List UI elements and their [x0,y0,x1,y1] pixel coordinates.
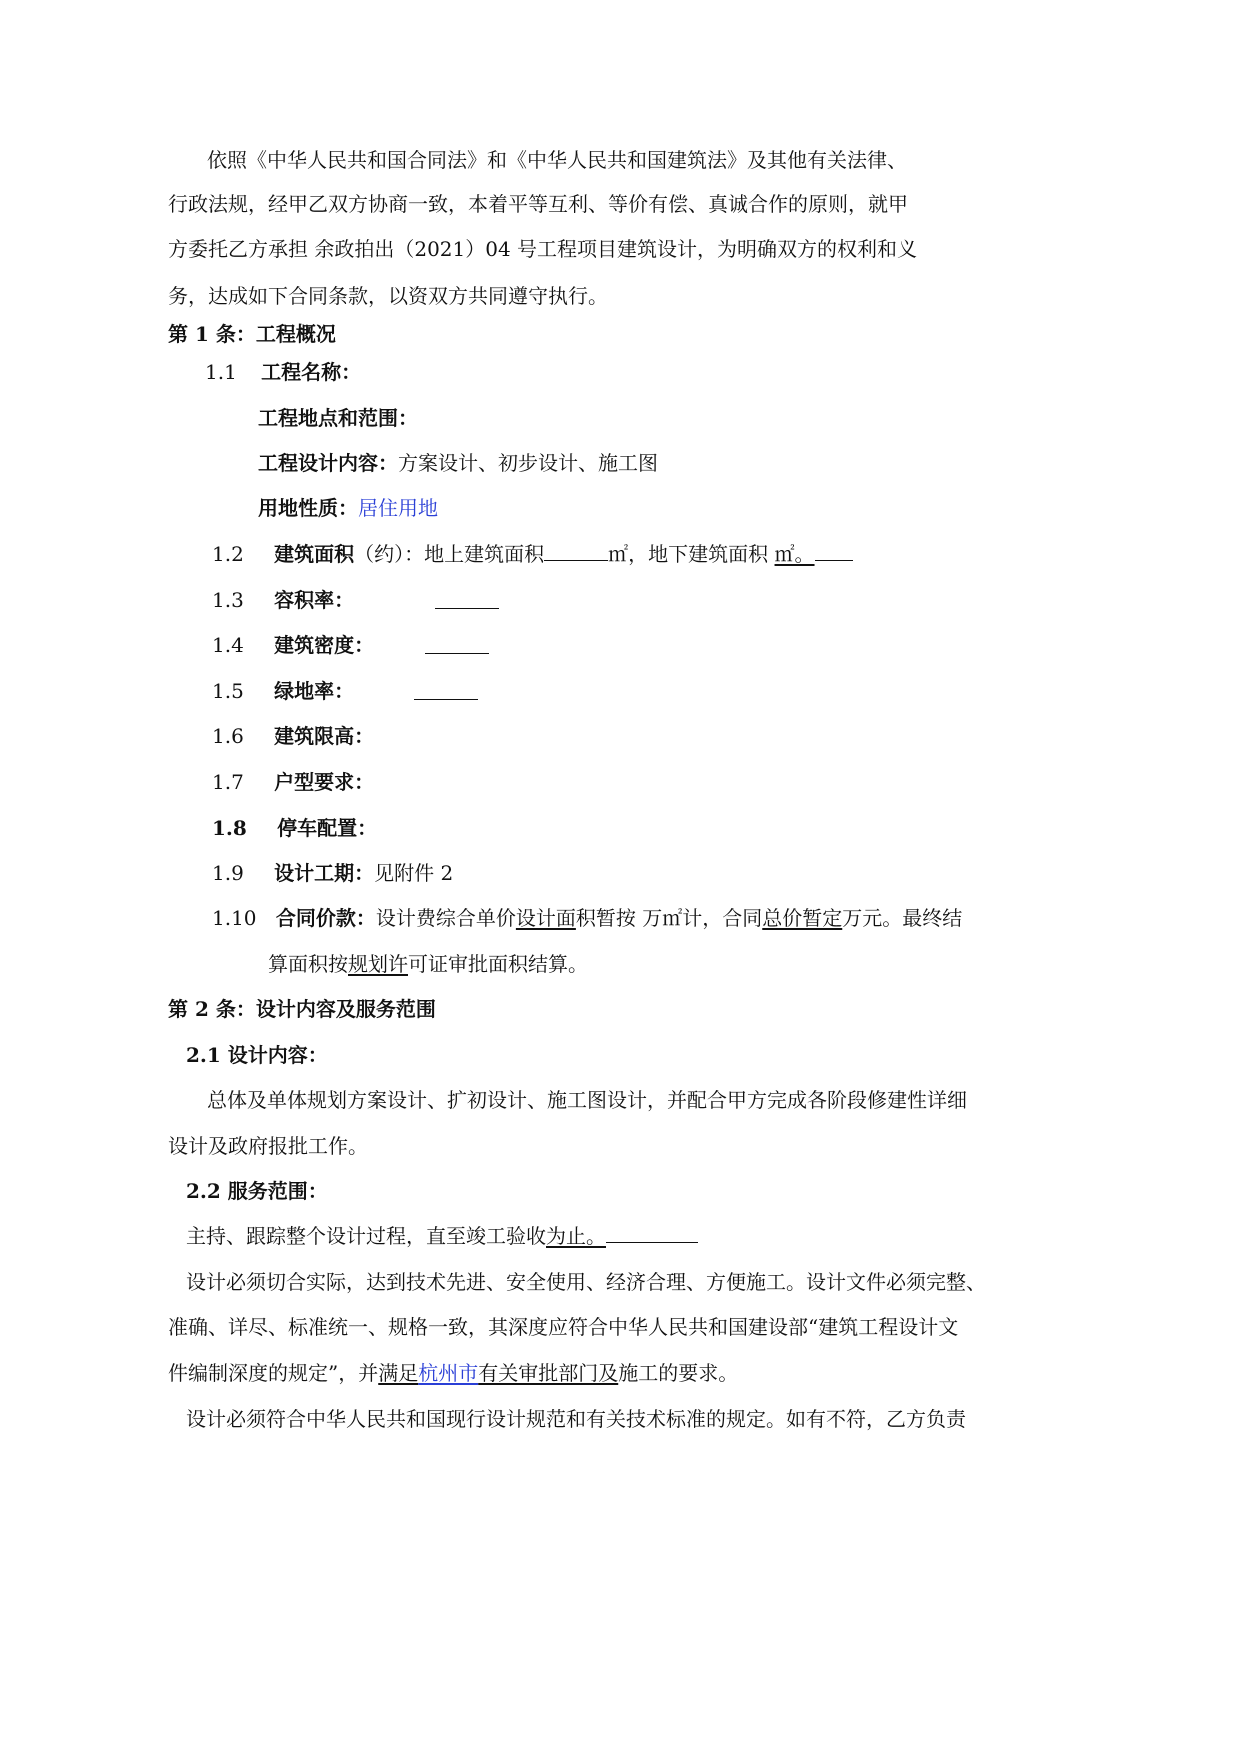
green-ratio-blank [414,679,478,700]
clause-1-8 [212,814,377,842]
service-scope-text-b: 为止。 [546,1224,606,1248]
clause-number: 1.6 [212,724,244,748]
building-area-text-c: ㎡。 [774,542,815,566]
intro-line-4: 务，达成如下合同条款，以资双方共同遵守执行。 [168,284,608,308]
clause-number: 1.4 [212,633,244,657]
clause-1-9 [212,859,453,887]
article-2-title: 第 2 条：设计内容及服务范围 [168,997,436,1021]
unit-type-label: 户型要求： [274,770,375,794]
contract-price2-text-c: 可证审批面积结算。 [408,952,588,976]
clause-number: 1.9 [212,861,244,885]
service-scope-text-a: 主持、跟踪整个设计过程，直至竣工验收 [186,1224,546,1248]
contract-price-text-a: 设计费综合单价 [375,906,516,930]
intro-line-3: 方委托乙方承担 余政拍出（2021）04 号工程项目建筑设计，为明确双方的权利和义 [168,237,918,261]
design-req-line-2: 准确、详尽、标准统一、规格一致，其深度应符合中华人民共和国建设部“建筑工程设计文 [168,1315,959,1339]
clause-1-4 [212,631,374,659]
design-content-value: 方案设计、初步设计、施工图 [398,451,658,475]
design-req-line-3 [168,1359,738,1387]
clause-number: 1.3 [212,588,244,612]
building-area-label: 建筑面积 [274,542,355,566]
article-1-title: 第 1 条：工程概况 [168,322,336,346]
section-2-2-line-1 [186,1222,698,1250]
section-2-1-title: 2.1 设计内容： [186,1043,328,1067]
clause-number: 1.7 [212,770,244,794]
design-req-text-a: 件编制深度的规定”，并 [168,1361,379,1385]
land-use-label: 用地性质： [258,496,358,520]
clause-1-2 [212,540,853,568]
hangzhou-link: 杭州市 [418,1361,479,1385]
far-blank [435,588,499,609]
far-label: 容积率： [274,588,355,612]
section-2-1-line-1: 总体及单体规划方案设计、扩初设计、施工图设计，并配合甲方完成各阶段修建性详细 [207,1088,967,1112]
design-period-label: 设计工期： [274,861,375,885]
design-req-text-d: 有关审批部门及 [478,1361,619,1385]
above-ground-area-blank [544,540,608,561]
design-req-text-b: 满足 [378,1361,419,1385]
section-2-2-title: 2.2 服务范围： [186,1179,328,1203]
height-limit-label: 建筑限高： [274,724,375,748]
clause-1-5 [212,677,354,705]
density-label: 建筑密度： [274,633,375,657]
design-code-line-1: 设计必须符合中华人民共和国现行设计规范和有关技术标准的规定。如有不符，乙方负责 [186,1407,966,1431]
contract-price-text-c: 积暂按 万㎡计，合同 [575,906,763,930]
clause-number: 1.5 [212,679,244,703]
project-name-label: 工程名称： [261,360,362,384]
parking-label: 停车配置： [277,816,378,840]
clause-number: 1.2 [212,542,244,566]
clause-1-6 [212,722,374,750]
section-2-1-line-2: 设计及政府报批工作。 [168,1134,368,1158]
design-req-line-1: 设计必须切合实际，达到技术先进、安全使用、经济合理、方便施工。设计文件必须完整、 [186,1270,986,1294]
contract-price-text-e: 万元。最终结 [842,906,963,930]
clause-number: 1.10 [212,906,257,930]
design-content-label: 工程设计内容： [258,451,398,475]
building-area-text-a: （约）：地上建筑面积 [354,542,545,566]
contract-price-text-d: 总价暂定 [762,906,843,930]
clause-1-3 [212,586,354,614]
density-blank [425,633,489,654]
land-use-row [258,494,438,522]
clause-1-1 [205,358,361,386]
design-content-row [258,449,658,477]
clause-1-7 [212,768,374,796]
design-period-value: 见附件 2 [374,861,454,885]
intro-line-2: 行政法规，经甲乙双方协商一致，本着平等互利、等价有偿、真诚合作的原则，就甲 [168,192,908,216]
building-area-text-b: ㎡，地下建筑面积 [608,542,775,566]
clause-1-10 [212,904,962,932]
contract-price-text-b: 设计面 [515,906,576,930]
contract-price-line-2 [268,950,588,978]
contract-price-label: 合同价款： [275,906,376,930]
clause-number: 1.1 [205,360,237,384]
green-ratio-label: 绿地率： [274,679,355,703]
project-site-label: 工程地点和范围： [258,406,418,430]
service-scope-blank [606,1222,698,1243]
clause-number: 1.8 [212,816,247,840]
design-req-text-e: 施工的要求。 [618,1361,739,1385]
land-use-value: 居住用地 [358,496,438,520]
intro-line-1: 依照《中华人民共和国合同法》和《中华人民共和国建筑法》及其他有关法律、 [207,148,907,172]
below-ground-area-blank [815,540,853,561]
contract-price2-text-a: 算面积按 [268,952,348,976]
contract-price2-text-b: 规划许 [348,952,408,976]
